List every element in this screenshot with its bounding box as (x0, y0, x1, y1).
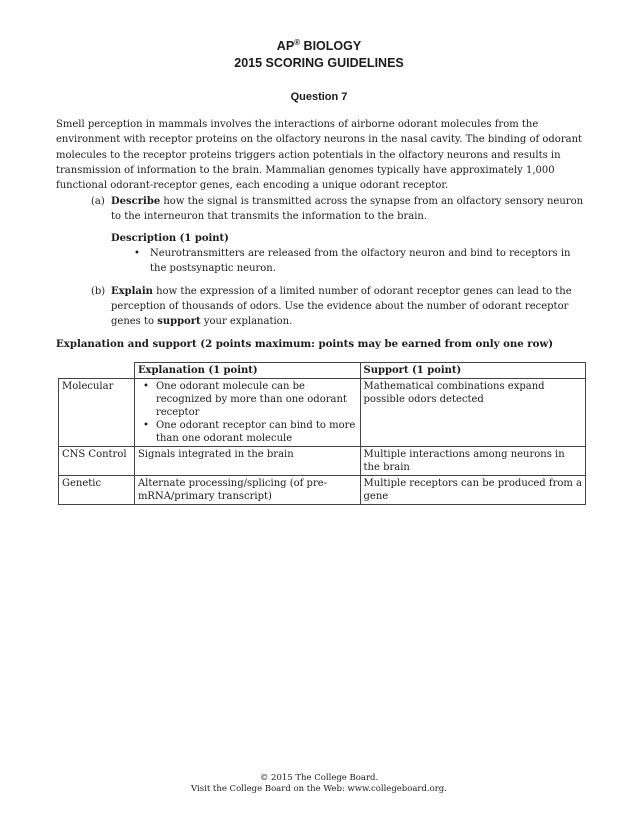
part-b-label: (b) (91, 286, 106, 297)
row-explanation: Signals integrated in the brain (134, 447, 360, 476)
row-support: Mathematical combinations expand possible odors detected (360, 379, 585, 447)
footer-copyright: © 2015 The College Board. (259, 773, 379, 783)
part-b-question: Explain how the expression of a limited number of odorant receptor genes can lead to the perception of thousands of odors. Use the evidence about the number of odorant receptor genes to support your explanation. (111, 286, 572, 327)
row-explanation (134, 379, 360, 447)
part-a-rubric-title: Description (1 point) (111, 233, 229, 244)
part-a-label: (a) (91, 196, 105, 207)
page-title: AP® BIOLOGY (276, 38, 362, 54)
table-header-explanation: Explanation (1 point) (134, 363, 360, 379)
row-support: Multiple interactions among neurons in the brain (360, 447, 585, 476)
rubric-table (58, 362, 586, 505)
table-row (59, 476, 586, 505)
part-a-question: Describe how the signal is transmitted across the synapse from an olfactory sensory neuron to the interneuron that transmits the information to the brain. (111, 196, 584, 222)
page-subtitle: 2015 SCORING GUIDELINES (234, 56, 404, 70)
row-label: CNS Control (59, 447, 135, 476)
footer-website: Visit the College Board on the Web: www.collegeboard.org. (191, 784, 447, 794)
table-header-support: Support (1 point) (360, 363, 585, 379)
table-row (59, 447, 586, 476)
explanation-bullet: • One odorant molecule can be recognized by more than one odorant receptor (156, 380, 357, 419)
explanation-bullet: • One odorant receptor can bind to more than one odorant molecule (156, 419, 357, 445)
row-explanation: Alternate processing/splicing (of pre-mRNA/primary transcript) (134, 476, 360, 505)
part-a-rubric-bullet: Neurotransmitters are released from the olfactory neuron and bind to receptors in the postsynaptic neuron. (150, 248, 571, 274)
question-number: Question 7 (290, 91, 348, 103)
row-label: Genetic (59, 476, 135, 505)
table-row (59, 379, 586, 447)
bullet-icon: • (134, 248, 140, 259)
row-support: Multiple receptors can be produced from a gene (360, 476, 585, 505)
table-header-row (59, 363, 586, 379)
row-label: Molecular (59, 379, 135, 447)
table-header-empty (59, 363, 135, 379)
intro-paragraph: Smell perception in mammals involves the interactions of airborne odorant molecules from the environment with receptor proteins on the olfactory neurons in the nasal cavity. The binding of odorant molecules to the receptor proteins triggers action potentials in the olfactory neurons and results in transmission of information to the brain. Mammalian genomes typically have approximately 1,000 functional odorant-receptor genes, each encoding a unique odorant receptor. (56, 119, 583, 192)
table-title: Explanation and support (2 points maximum: points may be earned from only one row) (56, 338, 554, 350)
